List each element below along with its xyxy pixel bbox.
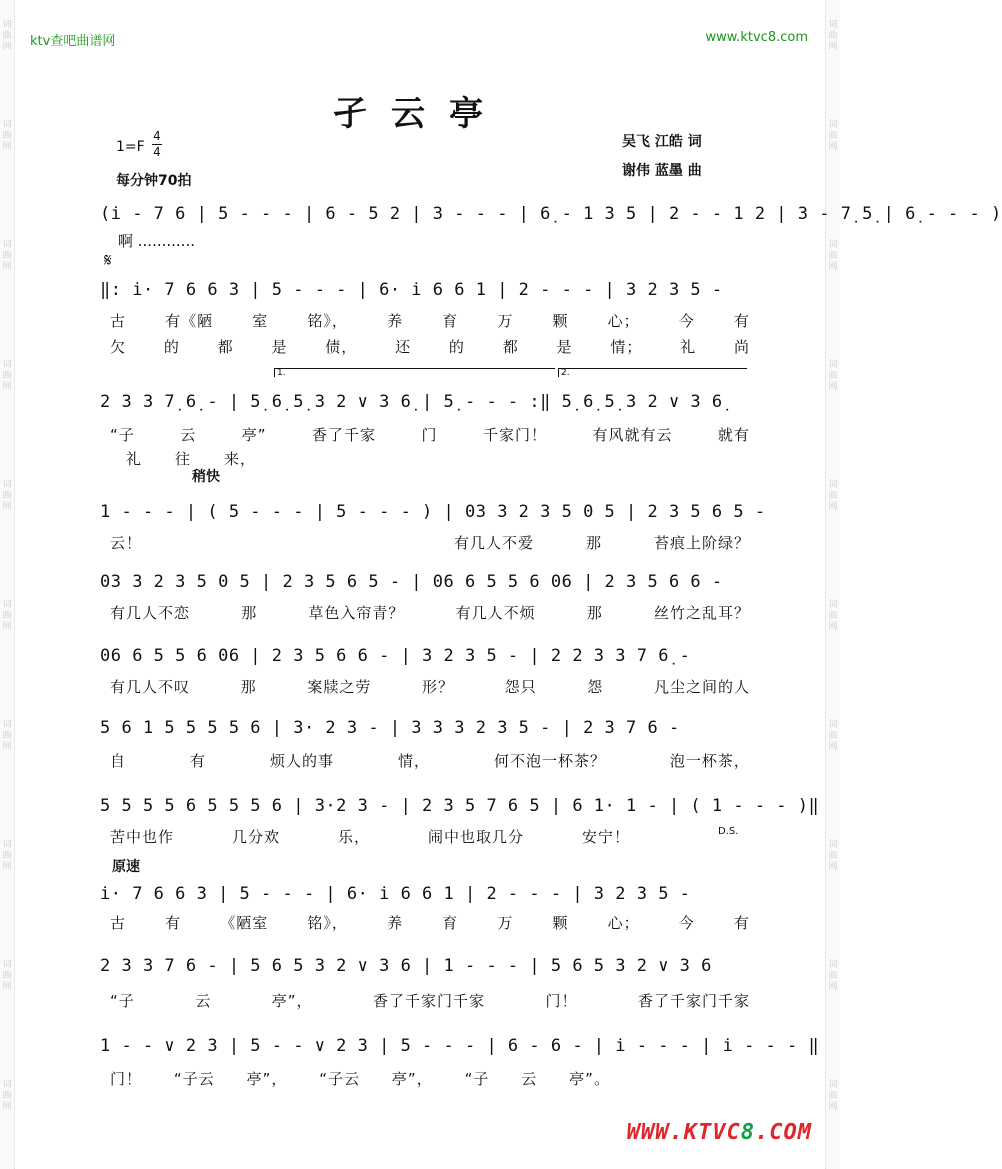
score-row-8 bbox=[100, 788, 820, 824]
score-row-3 bbox=[100, 384, 750, 420]
tempo-marking: 每分钟70拍 bbox=[116, 173, 192, 189]
watermark-text: 词曲网 bbox=[828, 480, 838, 512]
lyric-line-8: 古 有 《陋室 铭》， 养 育 万 颗 心； 今 有 bbox=[110, 914, 750, 932]
notation-line: 1 - - ∨ 2 3 | 5 - - ∨ 2 3 | 5 - - - | 6 - 6 - | i̇ - - - | i̇ - - - ‖ bbox=[100, 1036, 820, 1056]
lyric-line-10: 门！ “子云 亭”， “子云 亭”， “子 云 亭”。 bbox=[110, 1070, 610, 1088]
lyric-verse-2-line-2: 礼 往 来， bbox=[126, 450, 256, 468]
notation-line: 1 - - - | ( 5 - - - | 5 - - - ) | 03 3 2 3 5 0 5 | 2 3 5 6 5 - bbox=[100, 502, 766, 522]
lyricist-credit: 吴飞 江皓 词 bbox=[622, 134, 702, 150]
watermark-text: 词曲网 bbox=[828, 20, 838, 52]
watermark-text: 词曲网 bbox=[828, 240, 838, 272]
lyric-line-6: 自 有 烦人的事 情， 何不泡一杯茶？ 泡一杯茶， bbox=[110, 752, 750, 770]
watermark-text: 词曲网 bbox=[2, 480, 12, 512]
score-row-9 bbox=[100, 876, 750, 912]
lyric-line-4: 有几人不恋 那 草色入帘青？ 有几人不烦 那 丝竹之乱耳？ bbox=[110, 604, 750, 622]
tempo-change-faster: 稍快 bbox=[192, 469, 220, 485]
score-row-4 bbox=[100, 494, 766, 530]
time-signature-top: 4 bbox=[153, 129, 161, 143]
logo-text-tail: .COM bbox=[755, 1120, 812, 1145]
dal-segno-mark: D.S. bbox=[718, 826, 739, 837]
notation-line: i̇· 7 6 6 3 | 5 - - - | 6· i̇ 6 6 1 | 2 - - - | 3 2 3 5 - bbox=[100, 884, 691, 904]
watermark-text: 词曲网 bbox=[828, 720, 838, 752]
right-watermark-strip bbox=[825, 0, 840, 1169]
notation-line: 2 3 3 7 6 - | 5 6 5 3 2 ∨ 3 6 | 1 - - - | 5 6 5 3 2 ∨ 3 6 bbox=[100, 956, 712, 976]
intro-lyric: 啊 ............ bbox=[118, 232, 195, 250]
composer-credit: 谢伟 蓝墨 曲 bbox=[622, 163, 702, 179]
site-logo[interactable] bbox=[627, 1120, 812, 1145]
score-row-7 bbox=[100, 710, 750, 746]
lyric-verse-1-line-1: 古 有《陋 室 铭》， 养 育 万 颗 心； 今 有 bbox=[110, 312, 750, 330]
notation-line: (i̇ - 7 6 | 5 - - - | 6 - 5 2 | 3 - - - | 6̣ - 1 3 5 | 2 - - 1 2 | 3 - 7̣ 5̣ | 6̣ - - - ) bbox=[100, 204, 1002, 224]
notation-line: ‖: i̇· 7 6 6 3 | 5 - - - | 6· i̇ 6 6 1 | 2 - - - | 3 2 3 5 - bbox=[100, 280, 723, 300]
score-row-11 bbox=[100, 1028, 820, 1064]
watermark-text: 词曲网 bbox=[828, 120, 838, 152]
watermark-text: 词曲网 bbox=[828, 600, 838, 632]
notation-line: 2 3 3 7̣ 6̣ - | 5̣ 6̣ 5̣ 3 2 ∨ 3 6̣ | 5̣ - - - :‖ 5̣ 6̣ 5̣ 3 2 ∨ 3 6̣ bbox=[100, 392, 723, 412]
watermark-text: 词曲网 bbox=[2, 120, 12, 152]
time-signature bbox=[152, 130, 162, 159]
segno-sign: 𝄋 bbox=[104, 250, 112, 271]
watermark-text: 词曲网 bbox=[2, 360, 12, 392]
first-ending-bracket: 1. bbox=[274, 368, 555, 377]
site-name-left[interactable]: ktv查吧曲谱网 bbox=[30, 34, 116, 49]
notation-line: 03 3 2 3 5 0 5 | 2 3 5 6 5 - | 06 6 5 5 6 06 | 2 3 5 6 6 - bbox=[100, 572, 723, 592]
watermark-text: 词曲网 bbox=[828, 360, 838, 392]
key-signature: 1=F bbox=[116, 139, 145, 155]
score-row-6 bbox=[100, 638, 750, 674]
lyric-verse-2-line-1: 欠 的 都 是 债， 还 的 都 是 情； 礼 尚 bbox=[110, 338, 750, 356]
watermark-text: 词曲网 bbox=[2, 20, 12, 52]
score-row-10 bbox=[100, 948, 750, 984]
song-title: 孑云亭 bbox=[333, 94, 507, 134]
score-row-1 bbox=[100, 196, 1002, 232]
tempo-change-original: 原速 bbox=[112, 859, 140, 875]
site-url-right[interactable]: www.ktvc8.com bbox=[705, 30, 808, 45]
lyric-verse-1-line-2: “子 云 亭” 香了千家 门 千家门！ 有风就有云 就有 bbox=[110, 426, 750, 444]
score-row-2 bbox=[100, 272, 750, 308]
logo-text: WWW.KTVC bbox=[626, 1120, 741, 1145]
lyric-line-7: 苦中也作 几分欢 乐， 闹中也取几分 安宁！ bbox=[110, 828, 630, 846]
lyric-line-3: 云！ 有几人不爱 那 苔痕上阶绿？ bbox=[110, 534, 750, 552]
notation-line: 5 5 5 5 6 5 5 5 6 | 3·2 3 - | 2 3 5 7 6 5 | 6 1· 1 - | ( 1 - - - )‖ bbox=[100, 796, 820, 816]
notation-line: 5 6 1 5 5 5 5 6 | 3· 2 3 - | 3 3 3 2 3 5 - | 2 3 7 6 - bbox=[100, 718, 680, 738]
watermark-text: 词曲网 bbox=[828, 960, 838, 992]
watermark-text: 词曲网 bbox=[2, 1080, 12, 1112]
lyric-line-5: 有几人不叹 那 案牍之劳 形？ 怨只 怨 凡尘之间的人 bbox=[110, 678, 750, 696]
watermark-text: 词曲网 bbox=[2, 240, 12, 272]
lyric-line-9: “子 云 亭”， 香了千家门千家 门！ 香了千家门千家 bbox=[110, 992, 750, 1010]
left-watermark-strip bbox=[0, 0, 15, 1169]
watermark-text: 词曲网 bbox=[828, 1080, 838, 1112]
time-signature-bottom: 4 bbox=[153, 145, 161, 159]
watermark-text: 词曲网 bbox=[2, 600, 12, 632]
watermark-text: 词曲网 bbox=[2, 960, 12, 992]
notation-line: 06 6 5 5 6 06 | 2 3 5 6 6 - | 3 2 3 5 - | 2 2 3 3 7 6̣ - bbox=[100, 646, 691, 666]
watermark-text: 词曲网 bbox=[2, 720, 12, 752]
watermark-text: 词曲网 bbox=[2, 840, 12, 872]
score-row-5 bbox=[100, 564, 750, 600]
logo-text-green: 8 bbox=[740, 1120, 756, 1145]
watermark-text: 词曲网 bbox=[828, 840, 838, 872]
second-ending-bracket: 2. bbox=[558, 368, 747, 377]
